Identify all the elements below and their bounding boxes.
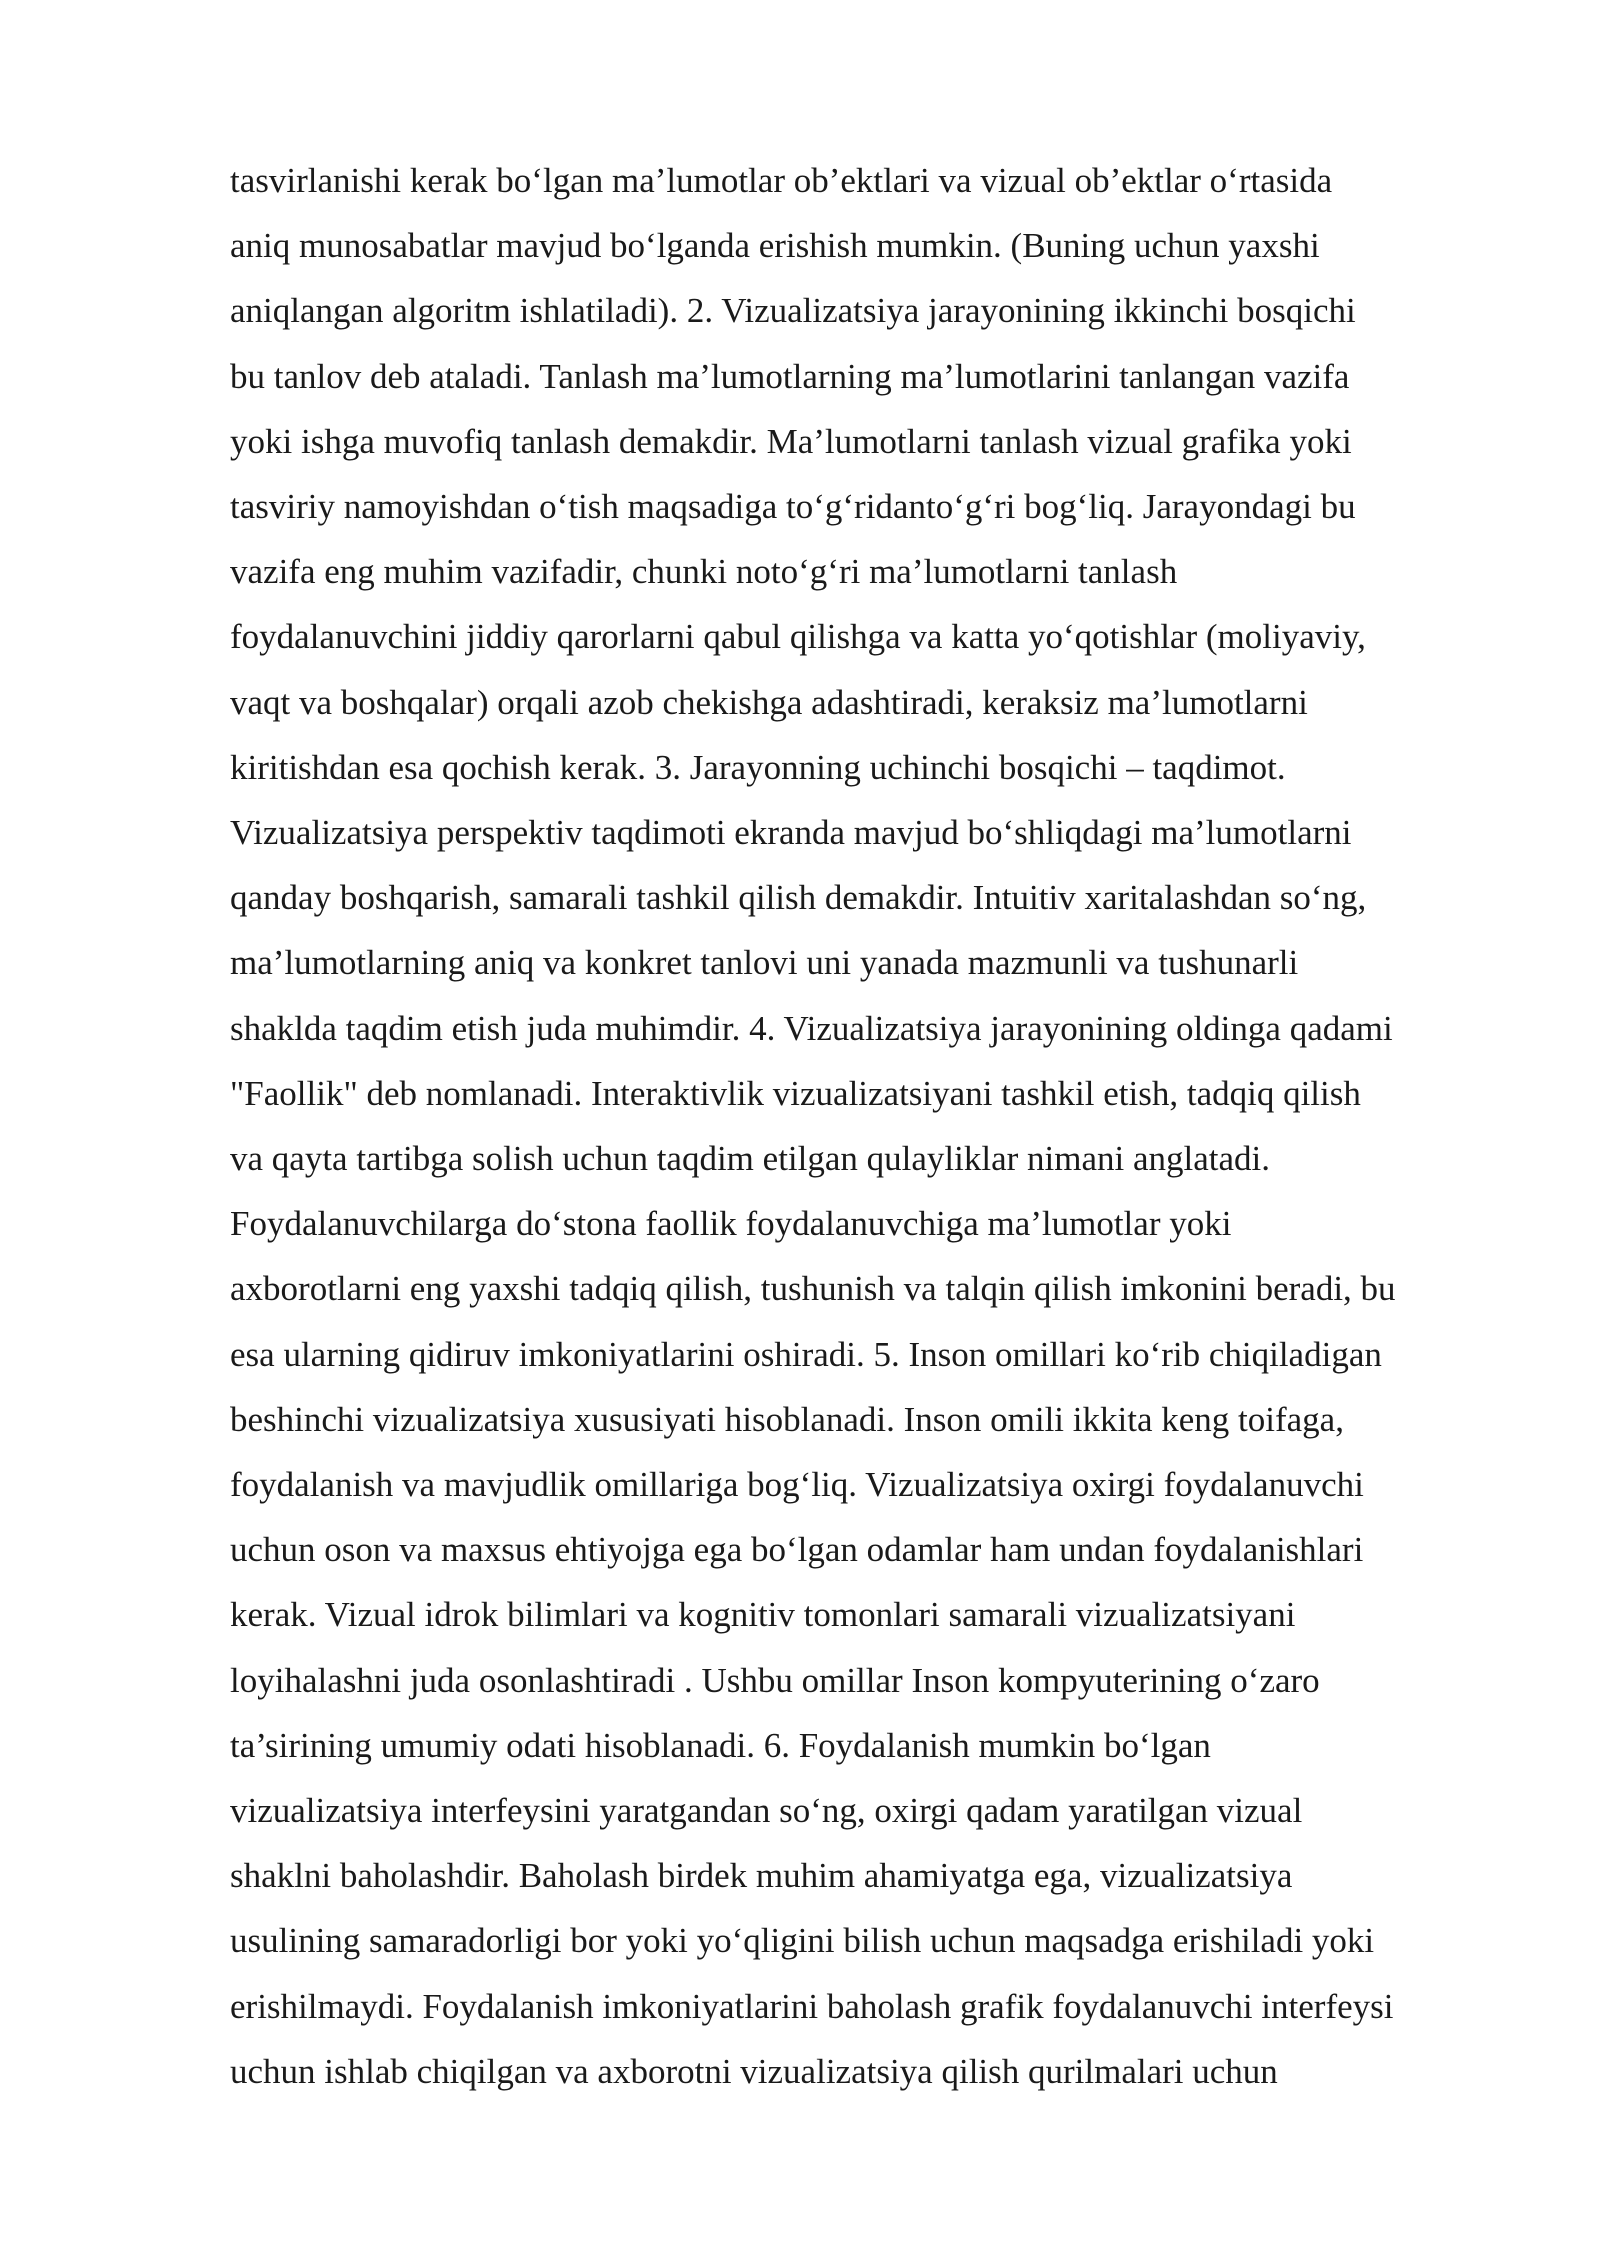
text-line: erishilmaydi. Foydalanish imkoniyatlarini baholash grafik foydalanuvchi interfeysi bbox=[230, 1986, 1394, 2026]
text-line: ma’lumotlarning aniq va konkret tanlovi uni yanada mazmunli va tushunarli bbox=[230, 943, 1299, 983]
text-line: vaqt va boshqalar) orqali azob chekishga adashtiradi, keraksiz ma’lumotlarni bbox=[230, 682, 1308, 722]
text-line: yoki ishga muvofiq tanlash demakdir. Ma’lumotlarni tanlash vizual grafika yoki bbox=[230, 421, 1352, 461]
text-line: kerak. Vizual idrok bilimlari va kognitiv tomonlari samarali vizualizatsiyani bbox=[230, 1595, 1296, 1635]
text-line: tasvirlanishi kerak bo‘lgan ma’lumotlar ob’ektlari va vizual ob’ektlar o‘rtasida bbox=[230, 161, 1333, 200]
body-text bbox=[230, 148, 1530, 2104]
text-line: shakldа taqdim etish juda muhimdir. 4. Vizualizatsiya jarayonining oldinga qadami bbox=[230, 1008, 1393, 1048]
text-line: tasviriy namoyishdan o‘tish maqsadiga to‘g‘ridanto‘g‘ri bog‘liq. Jarayondagi bu bbox=[230, 487, 1356, 527]
text-line: Foydalanuvchilarga do‘stona faollik foydalanuvchiga ma’lumotlar yoki bbox=[230, 1204, 1232, 1244]
text-line: usulining samaradorligi bor yoki yo‘qligini bilish uchun maqsadga erishiladi yoki bbox=[230, 1921, 1375, 1961]
text-line: esa ularning qidiruv imkoniyatlarini oshiradi. 5. Inson omillari ko‘rib chiqiladigan bbox=[230, 1334, 1382, 1374]
text-line: foydalanuvchini jiddiy qarorlarni qabul qilishga va katta yo‘qotishlar (moliyaviy, bbox=[230, 617, 1366, 657]
text-line: vazifa eng muhim vazifadir, chunki noto‘g‘ri ma’lumotlarni tanlash bbox=[230, 552, 1178, 592]
text-line: uchun oson va maxsus ehtiyojga ega bo‘lgan odamlar ham undan foydalanishlari bbox=[230, 1530, 1364, 1570]
text-line: "Faollik" deb nomlanadi. Interaktivlik vizualizatsiyani tashkil etish, tadqiq qilish bbox=[230, 1073, 1361, 1113]
text-line: bu tanlov deb ataladi. Tanlash ma’lumotlarning ma’lumotlarini tanlangan vazifa bbox=[230, 356, 1350, 396]
text-line: va qayta tartibga solish uchun taqdim etilgan qulayliklar nimani anglatadi. bbox=[230, 1139, 1271, 1179]
text-line: aniqlangan algoritm ishlatiladi). 2. Vizualizatsiya jarayonining ikkinchi bosqichi bbox=[230, 291, 1356, 331]
text-line: aniq munosabatlar mavjud bo‘lganda erishish mumkin. (Buning uchun yaxshi bbox=[230, 226, 1320, 266]
text-line: kiritishdan esa qochish kerak. 3. Jarayonning uchinchi bosqichi – taqdimot. bbox=[230, 747, 1286, 787]
text-line: uchun ishlab chiqilgan va axborotni vizualizatsiya qilish qurilmalari uchun bbox=[230, 2051, 1278, 2091]
text-line: Vizualizatsiya perspektiv taqdimoti ekranda mavjud bo‘shliqdagi ma’lumotlarni bbox=[230, 813, 1352, 853]
text-line: shaklni baholashdir. Baholash birdek muhim ahamiyatga ega, vizualizatsiya bbox=[230, 1856, 1293, 1896]
text-line: foydalanish va mavjudlik omillariga bog‘liq. Vizualizatsiya oxirgi foydalanuvchi bbox=[230, 1465, 1364, 1505]
text-line: qanday boshqarish, samarali tashkil qilish demakdir. Intuitiv xaritalashdan so‘ng, bbox=[230, 878, 1367, 918]
text-line: vizualizatsiya interfeysini yaratgandan so‘ng, oxirgi qadam yaratilgan vizual bbox=[230, 1791, 1303, 1831]
text-line: ta’sirining umumiy odati hisoblanadi. 6. Foydalanish mumkin bo‘lgan bbox=[230, 1725, 1211, 1765]
text-line: axborotlarni eng yaxshi tadqiq qilish, tushunish va talqin qilish imkonini beradi, bu bbox=[230, 1269, 1396, 1309]
text-line: beshinchi vizualizatsiya xususiyati hisoblanadi. Inson omili ikkita keng toifaga, bbox=[230, 1399, 1344, 1439]
text-line: loyihalashni juda osonlashtiradi . Ushbu omillar Inson kompyuterining o‘zaro bbox=[230, 1660, 1320, 1700]
